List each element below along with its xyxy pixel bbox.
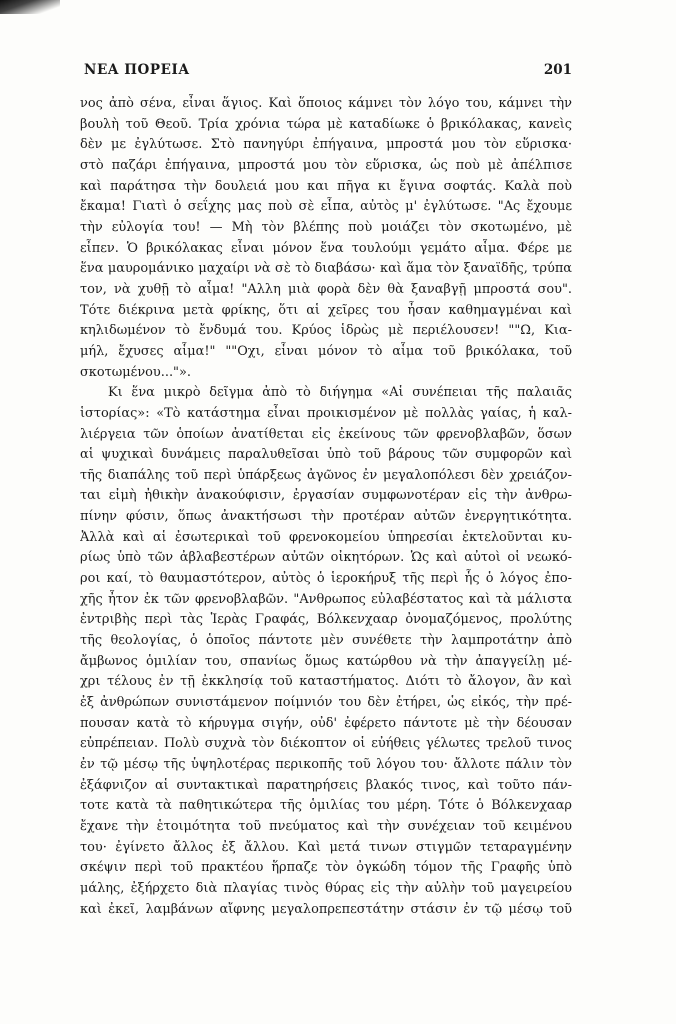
text-line: ἄμβωνος ὁμιλίαν του, σπανίως ὅμως κατώρθου νὰ τὴν ἀπαγγείλῃ μέ- (80, 653, 572, 669)
text-line: ἐξάφνιζον αἱ συντακτικαὶ παρατηρήσεις βλακός τινος, καὶ τοῦτο πάν- (80, 777, 572, 793)
text-line: ἔκαμα! Γιατὶ ὁ σεΐχης μας ποὺ σὲ εἶπα, αὐτὸς μ' ἐγλύτωσε. "Ας ἔχουμε (80, 199, 572, 215)
text-line: ἔχανε τὴν ἑτοιμότητα τοῦ πνεύματος καὶ τὴν συνέχειαν τοῦ κειμένου (80, 818, 572, 834)
text-line: λιέργεια τῶν ὁποίων ἀνατίθεται εἰς ἐκείνους τῶν φρενοβλαβῶν, ὅσων (80, 426, 572, 442)
text-line: αἱ ψυχικαὶ δυνάμεις παραλυθεῖσαι ὑπὸ τοῦ βάρους τῶν συμφορῶν καὶ (80, 447, 572, 463)
page-header (84, 62, 572, 82)
text-line: κηλιδωμένον τὸ ἔνδυμά του. Κρύος ἱδρὼς μὲ περιέλουσεν! ""Ω, Κια- (80, 323, 572, 339)
body-text (80, 94, 572, 920)
text-line: τῆς θεολογίας, ὁ ὁποῖος πάντοτε μὲν συνέθετε τὴν λαμπροτάτην ἀπὸ (80, 633, 572, 649)
text-line: μάλης, ἐξήρχετο διὰ πλαγίας τινὸς θύρας εἰς τὴν αὐλὴν τοῦ μαγειρείου (80, 880, 572, 896)
text-line: Κι ἕνα μικρὸ δεῖγμα ἀπὸ τὸ διήγημα «Αἱ συνέπειαι τῆς παλαιᾶς (108, 385, 572, 401)
running-title: ΝΕΑ ΠΟΡΕΙΑ (84, 62, 190, 78)
text-line: εἶπεν. Ὁ βρικόλακας εἶναι μόνον ἕνα τουλούμι γεμάτο αἷμα. Φέρε με (80, 240, 572, 256)
text-line: πουσαν κατὰ τὸ κήρυγμα σιγήν, οὐδ' ἐφέρετο πάντοτε μὲ τὴν δέουσαν (80, 715, 572, 731)
text-line: σκέψιν περὶ τοῦ πρακτέου ἥρπαζε τὸν ὀγκώδη τόμον τῆς Γραφῆς ὑπὸ (80, 860, 572, 876)
text-line: Τότε διέκρινα μετὰ φρίκης, ὅτι αἱ χεῖρες του ἦσαν καθημαγμέναι καὶ (80, 302, 572, 318)
text-line: στὸ παζάρι ἐπήγαινα, μπροστά μου τὸν εὕρισκα, ὡς ποὺ μὲ ἀπέλπισε (80, 157, 572, 173)
text-line: ἕνα μαυρομάνικο μαχαίρι νὰ σὲ τὸ διαβάσω· καὶ ἅμα τὸν ξαναϊδῆς, τρύπα (80, 261, 572, 277)
text-line: σκοτωμένου..."». (80, 364, 191, 380)
text-line: χρι τέλους ἐν τῇ ἐκκλησίᾳ τοῦ καταστήματος. Διότι τὸ ἄλογον, ἂν καὶ (80, 674, 572, 690)
text-line: νος ἀπὸ σένα, εἶναι ἅγιος. Καὶ ὅποιος κάμνει τὸν λόγο του, κάμνει τὴν (80, 96, 572, 111)
text-line: τὴν εὐλογία του! — Μὴ τὸν βλέπης ποὺ μοιάζει τὸν σκοτωμένο, μὲ (80, 219, 572, 235)
text-line: ται εἰμὴ ἠθικὴν ἀνακούφισιν, ἐργασίαν συμφωνοτέραν εἰς τὴν ἀνθρω- (80, 488, 572, 504)
text-line: τῆς διαπάλης τοῦ περὶ ὑπάρξεως ἀγῶνος ἐν μεγαλοπόλεσι δὲν χρειάζον- (80, 467, 572, 483)
text-line: καὶ ἐκεῖ, λαμβάνων αἴφνης μεγαλοπρεπεστάτην στάσιν ἐν τῷ μέσῳ τοῦ (80, 901, 572, 917)
text-line: ρίως ὑπὸ τῶν ἀβλαβεστέρων αὐτῶν οἰκητόρων. Ὡς καὶ αὐτοὶ οἱ νεωκό- (80, 550, 572, 566)
text-line: εὐπρέπειαν. Πολὺ συχνὰ τὸν διέκοπτον οἱ εὐήθεις γέλωτες τρελοῦ τινος (80, 736, 572, 752)
page-number: 201 (543, 62, 572, 78)
text-line: ἱστορίας»: «Τὸ κατάστημα εἶναι προικισμένον μὲ πολλὰς γαίας, ἡ καλ- (80, 405, 572, 421)
text-line: τον, νὰ χυθῇ τὸ αἷμα! "Αλλη μιὰ φορὰ δὲν θὰ ξαναβγῇ μπροστά σου". (80, 281, 572, 297)
text-line: καὶ παράτησα τὴν δουλειά μου και πῆγα κι ἔγινα σοφτάς. Καλὰ ποὺ (80, 178, 572, 194)
text-line: τοτε κατὰ τὰ παθητικώτερα τῆς ὁμιλίας του μέρη. Τότε ὁ Βόλκενχααρ (80, 798, 572, 814)
text-line: δὲν με ἐγλύτωσε. Στὸ πανηγύρι ἐπήγαινα, μπροστά μου τὸν εὕρισκα· (80, 137, 572, 153)
text-line: ἐντριβὴς περὶ τὰς Ἱερὰς Γραφάς, Βόλκενχααρ ὀνομαζόμενος, προλύτης (80, 612, 572, 628)
text-line: μήλ, ἔχυσες αἷμα!" ""Οχι, εἶναι μόνον τὸ αἷμα τοῦ βρικόλακα, τοῦ (80, 343, 572, 359)
text-line: Ἀλλὰ καὶ αἱ ἐσωτερικαὶ τοῦ φρενοκομείου ὑπηρεσίαι ἐκτελοῦνται κυ- (80, 529, 572, 545)
text-line: χῆς ἦτον ἐκ τῶν φρενοβλαβῶν. "Ανθρωπος εὐλαβέστατος καὶ τὰ μάλιστα (80, 591, 572, 607)
text-line: ροι καί, τὸ θαυμαστότερον, αὐτὸς ὁ ἱεροκήρυξ τῆς περὶ ἧς ὁ λόγος ἐπο- (80, 571, 572, 587)
text-line: βουλὴ τοῦ Θεοῦ. Τρία χρόνια τώρα μὲ καταδίωκε ὁ βρικόλακας, κανεὶς (80, 116, 572, 132)
text-line: ἐν τῷ μέσῳ τῆς ὑψηλοτέρας περικοπῆς τοῦ λόγου του· ἄλλοτε πάλιν τὸν (80, 757, 572, 772)
scan-corner-shadow (0, 0, 60, 14)
text-line: ἐξ ἀνθρώπων συνιστάμενον ποίμνιόν του δὲν ἐτήρει, ὡς εἰκός, τὴν πρέ- (80, 695, 572, 711)
text-line: πίνην φύσιν, ὅπως ἀνακτήσωσι τὴν προτέραν αὐτῶν ἐνεργητικότητα. (80, 509, 572, 525)
text-line: του· ἐγίνετο ἄλλος ἐξ ἄλλου. Καὶ μετά τινων στιγμῶν τεταραγμένην (80, 839, 572, 855)
